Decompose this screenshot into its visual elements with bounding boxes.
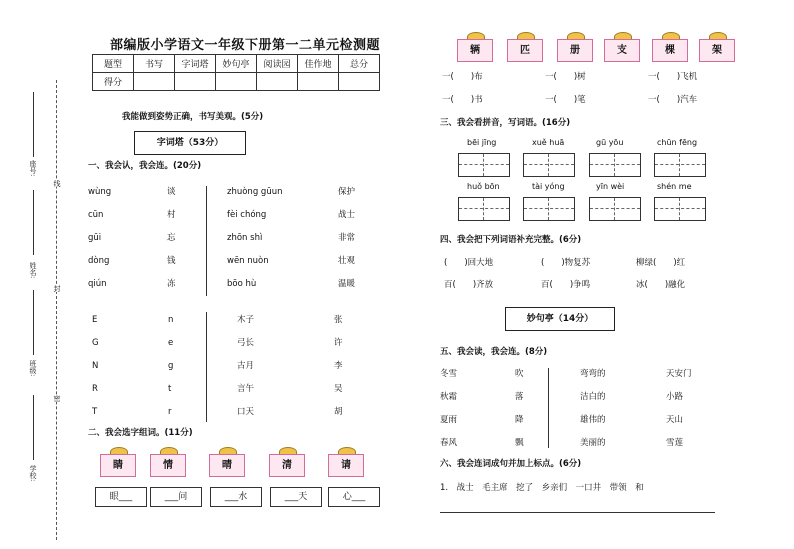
idiom-item[interactable]: ( )回大地 bbox=[444, 258, 494, 268]
q5-col-b bbox=[515, 367, 524, 459]
side-mark-line: 线 bbox=[53, 180, 61, 187]
measure-item[interactable]: 一( )笔 bbox=[545, 95, 586, 105]
pinyin-prompt: yīn wèi bbox=[596, 182, 625, 191]
word[interactable]: 非常 bbox=[338, 233, 356, 243]
measure-card bbox=[697, 32, 737, 62]
match-word[interactable]: 飘 bbox=[515, 438, 524, 448]
match-word[interactable]: 春风 bbox=[440, 438, 458, 448]
word-blank-box[interactable]: 眼___ bbox=[95, 487, 147, 507]
letter[interactable]: g bbox=[168, 361, 174, 371]
surname[interactable]: 张 bbox=[334, 315, 343, 325]
score-cell[interactable] bbox=[216, 73, 257, 91]
pinyin: cūn bbox=[88, 210, 104, 220]
letter[interactable]: E bbox=[92, 315, 98, 325]
word-blank-box[interactable]: ___问 bbox=[150, 487, 202, 507]
card-char: 匹 bbox=[507, 39, 543, 62]
q1-right-pinyin bbox=[227, 185, 282, 300]
q1-right-words bbox=[338, 185, 355, 300]
writing-grid[interactable] bbox=[654, 153, 706, 177]
card-char: 请 bbox=[328, 454, 364, 477]
q1-letters-upper bbox=[92, 313, 99, 428]
match-word[interactable]: 天安门 bbox=[666, 369, 692, 379]
q1-divider bbox=[206, 186, 207, 296]
score-header: 书写 bbox=[134, 55, 175, 73]
character[interactable]: 村 bbox=[167, 210, 176, 220]
q5-col-a bbox=[440, 367, 457, 459]
word[interactable]: 温暖 bbox=[338, 279, 356, 289]
pinyin: zhuòng gūun bbox=[227, 187, 283, 197]
card-char: 清 bbox=[269, 454, 305, 477]
surname[interactable]: 胡 bbox=[334, 407, 343, 417]
q2-title: 二、我会选字组词。(11分) bbox=[88, 428, 193, 438]
writing-grid[interactable] bbox=[523, 197, 575, 221]
score-header: 阅读园 bbox=[257, 55, 298, 73]
match-word[interactable]: 夏雨 bbox=[440, 415, 458, 425]
char-card bbox=[207, 447, 247, 477]
score-header: 佳作地 bbox=[298, 55, 339, 73]
match-word[interactable]: 吹 bbox=[515, 369, 524, 379]
score-header: 题型 bbox=[93, 55, 134, 73]
word-blank-box[interactable]: ___天 bbox=[270, 487, 322, 507]
score-header: 字词塔 bbox=[175, 55, 216, 73]
q4-title: 四、我会把下列词语补充完整。(6分) bbox=[440, 235, 582, 245]
q5-col-c bbox=[580, 367, 606, 459]
score-row-label: 得分 bbox=[93, 73, 134, 91]
letter[interactable]: r bbox=[168, 407, 172, 417]
measure-item[interactable]: 一( )汽车 bbox=[648, 95, 698, 105]
side-label-seat: 座号: bbox=[29, 160, 37, 177]
pinyin: wùng bbox=[88, 187, 112, 197]
card-char: 册 bbox=[557, 39, 593, 62]
letter[interactable]: R bbox=[92, 384, 98, 394]
word[interactable]: 保护 bbox=[338, 187, 356, 197]
idiom-item[interactable]: 冰( )融化 bbox=[636, 280, 686, 290]
measure-card bbox=[455, 32, 495, 62]
card-char: 架 bbox=[699, 39, 735, 62]
pinyin-prompt: shén me bbox=[657, 182, 692, 191]
q6-title: 六、我会连词成句并加上标点。(6分) bbox=[440, 459, 582, 469]
surname[interactable]: 吴 bbox=[334, 384, 343, 394]
side-mark-seal: 封 bbox=[53, 285, 61, 292]
writing-grid[interactable] bbox=[458, 153, 510, 177]
split-word[interactable]: 言午 bbox=[237, 384, 255, 394]
match-word[interactable]: 冬雪 bbox=[440, 369, 458, 379]
pinyin-prompt: huǒ bōn bbox=[467, 182, 500, 191]
pinyin: gūi bbox=[88, 233, 102, 243]
idiom-item[interactable]: 百( )齐放 bbox=[444, 280, 494, 290]
binding-line bbox=[56, 80, 57, 540]
character[interactable]: 谈 bbox=[167, 187, 176, 197]
q5-title: 五、我会读，我会连。(8分) bbox=[440, 347, 548, 357]
match-word[interactable]: 秋霜 bbox=[440, 392, 458, 402]
letter[interactable]: G bbox=[92, 338, 99, 348]
match-word[interactable]: 降 bbox=[515, 415, 524, 425]
writing-grid[interactable] bbox=[523, 153, 575, 177]
pinyin: dòng bbox=[88, 256, 110, 266]
surname[interactable]: 许 bbox=[334, 338, 343, 348]
pinyin-prompt: xuě huā bbox=[532, 138, 565, 147]
section-box-words: 字词塔（53分） bbox=[134, 131, 246, 155]
side-label-name: 姓名: bbox=[29, 262, 37, 279]
card-char: 晴 bbox=[209, 454, 245, 477]
match-word[interactable]: 天山 bbox=[666, 415, 684, 425]
pinyin-prompt: tài yóng bbox=[532, 182, 565, 191]
q1-title: 一、我会认，我会连。(20分) bbox=[88, 161, 202, 171]
idiom-item[interactable]: ( )物复苏 bbox=[541, 258, 591, 268]
char-card bbox=[267, 447, 307, 477]
match-word[interactable]: 雄伟的 bbox=[580, 415, 606, 425]
split-word[interactable]: 弓长 bbox=[237, 338, 255, 348]
side-label-school: 学校: bbox=[29, 465, 37, 482]
pinyin: qiún bbox=[88, 279, 107, 289]
letter[interactable]: t bbox=[168, 384, 172, 394]
q1-left-pinyin bbox=[88, 185, 111, 300]
measure-item[interactable]: 一( )书 bbox=[442, 95, 483, 105]
card-char: 辆 bbox=[457, 39, 493, 62]
q1-surnames bbox=[334, 313, 343, 428]
match-word[interactable]: 雪莲 bbox=[666, 438, 684, 448]
handwriting-instruction: 我能做到姿势正确，书写美观。(5分) bbox=[122, 112, 264, 122]
char-card bbox=[98, 447, 138, 477]
split-word[interactable]: 木子 bbox=[237, 315, 255, 325]
score-cell[interactable] bbox=[134, 73, 175, 91]
char-card bbox=[326, 447, 366, 477]
q1-left-chars bbox=[167, 185, 176, 300]
pinyin-prompt: chūn fēng bbox=[657, 138, 698, 147]
writing-grid[interactable] bbox=[589, 153, 641, 177]
character[interactable]: 钱 bbox=[167, 256, 176, 266]
letter[interactable]: n bbox=[168, 315, 174, 325]
score-cell[interactable] bbox=[298, 73, 339, 91]
measure-card bbox=[602, 32, 642, 62]
split-word[interactable]: 口天 bbox=[237, 407, 255, 417]
measure-card bbox=[505, 32, 545, 62]
card-char: 情 bbox=[150, 454, 186, 477]
character[interactable]: 忘 bbox=[167, 233, 176, 243]
page-title: 部编版小学语文一年级下册第一二单元检测题 bbox=[110, 38, 381, 53]
match-word[interactable]: 弯弯的 bbox=[580, 369, 606, 379]
measure-item[interactable]: 一( )飞机 bbox=[648, 72, 698, 82]
score-cell[interactable] bbox=[175, 73, 216, 91]
side-label-class: 班级: bbox=[29, 360, 37, 377]
match-word[interactable]: 美丽的 bbox=[580, 438, 606, 448]
match-word[interactable]: 洁白的 bbox=[580, 392, 606, 402]
measure-card bbox=[650, 32, 690, 62]
match-word[interactable]: 小路 bbox=[666, 392, 684, 402]
measure-item[interactable]: 一( )树 bbox=[545, 72, 586, 82]
q1-letters-lower bbox=[168, 313, 173, 428]
match-word[interactable]: 落 bbox=[515, 392, 524, 402]
name-blank-line bbox=[33, 190, 34, 255]
idiom-item[interactable]: 柳绿( )红 bbox=[636, 258, 686, 268]
measure-item[interactable]: 一( )布 bbox=[442, 72, 483, 82]
word-blank-box[interactable]: 心___ bbox=[328, 487, 380, 507]
q1-split-words bbox=[237, 313, 254, 428]
measure-card bbox=[555, 32, 595, 62]
word[interactable]: 壮观 bbox=[338, 256, 356, 266]
school-blank-line bbox=[33, 395, 34, 460]
q6-answer-line[interactable] bbox=[440, 512, 715, 513]
card-char: 支 bbox=[604, 39, 640, 62]
split-word[interactable]: 古月 bbox=[237, 361, 255, 371]
letter[interactable]: N bbox=[92, 361, 99, 371]
score-table-score-row bbox=[93, 73, 380, 91]
side-mark-secret: 密 bbox=[53, 395, 61, 402]
score-cell[interactable] bbox=[339, 73, 380, 91]
card-char: 棵 bbox=[652, 39, 688, 62]
letter[interactable]: e bbox=[168, 338, 174, 348]
idiom-item[interactable]: 百( )争鸣 bbox=[541, 280, 591, 290]
score-table bbox=[92, 54, 380, 91]
q3-title: 三、我会看拼音，写词语。(16分) bbox=[440, 118, 571, 128]
pinyin-prompt: bēi jīng bbox=[467, 138, 497, 147]
word[interactable]: 战士 bbox=[338, 210, 356, 220]
card-char: 睛 bbox=[100, 454, 136, 477]
word-blank-box[interactable]: ___水 bbox=[210, 487, 262, 507]
q1-divider-2 bbox=[206, 312, 207, 422]
score-header: 妙句亭 bbox=[216, 55, 257, 73]
seat-blank-line bbox=[33, 92, 34, 157]
q5-col-d bbox=[666, 367, 692, 459]
writing-grid[interactable] bbox=[589, 197, 641, 221]
q5-divider bbox=[548, 368, 549, 448]
character[interactable]: 冻 bbox=[167, 279, 176, 289]
score-header: 总分 bbox=[339, 55, 380, 73]
letter[interactable]: T bbox=[92, 407, 98, 417]
pinyin-prompt: gū yōu bbox=[596, 138, 624, 147]
char-card bbox=[148, 447, 188, 477]
score-table-header-row bbox=[93, 55, 380, 73]
pinyin: wēn nuòn bbox=[227, 256, 269, 266]
q6-sentence-1: 1. 战士 毛主席 挖了 乡亲们 一口井 带领 和 bbox=[440, 483, 644, 493]
pinyin: bōo hù bbox=[227, 279, 257, 289]
pinyin: fèi chóng bbox=[227, 210, 267, 220]
writing-grid[interactable] bbox=[458, 197, 510, 221]
pinyin: zhōn shì bbox=[227, 233, 263, 243]
class-blank-line bbox=[33, 290, 34, 355]
writing-grid[interactable] bbox=[654, 197, 706, 221]
section-box-sentences: 妙句亭（14分） bbox=[505, 307, 615, 331]
surname[interactable]: 李 bbox=[334, 361, 343, 371]
score-cell[interactable] bbox=[257, 73, 298, 91]
